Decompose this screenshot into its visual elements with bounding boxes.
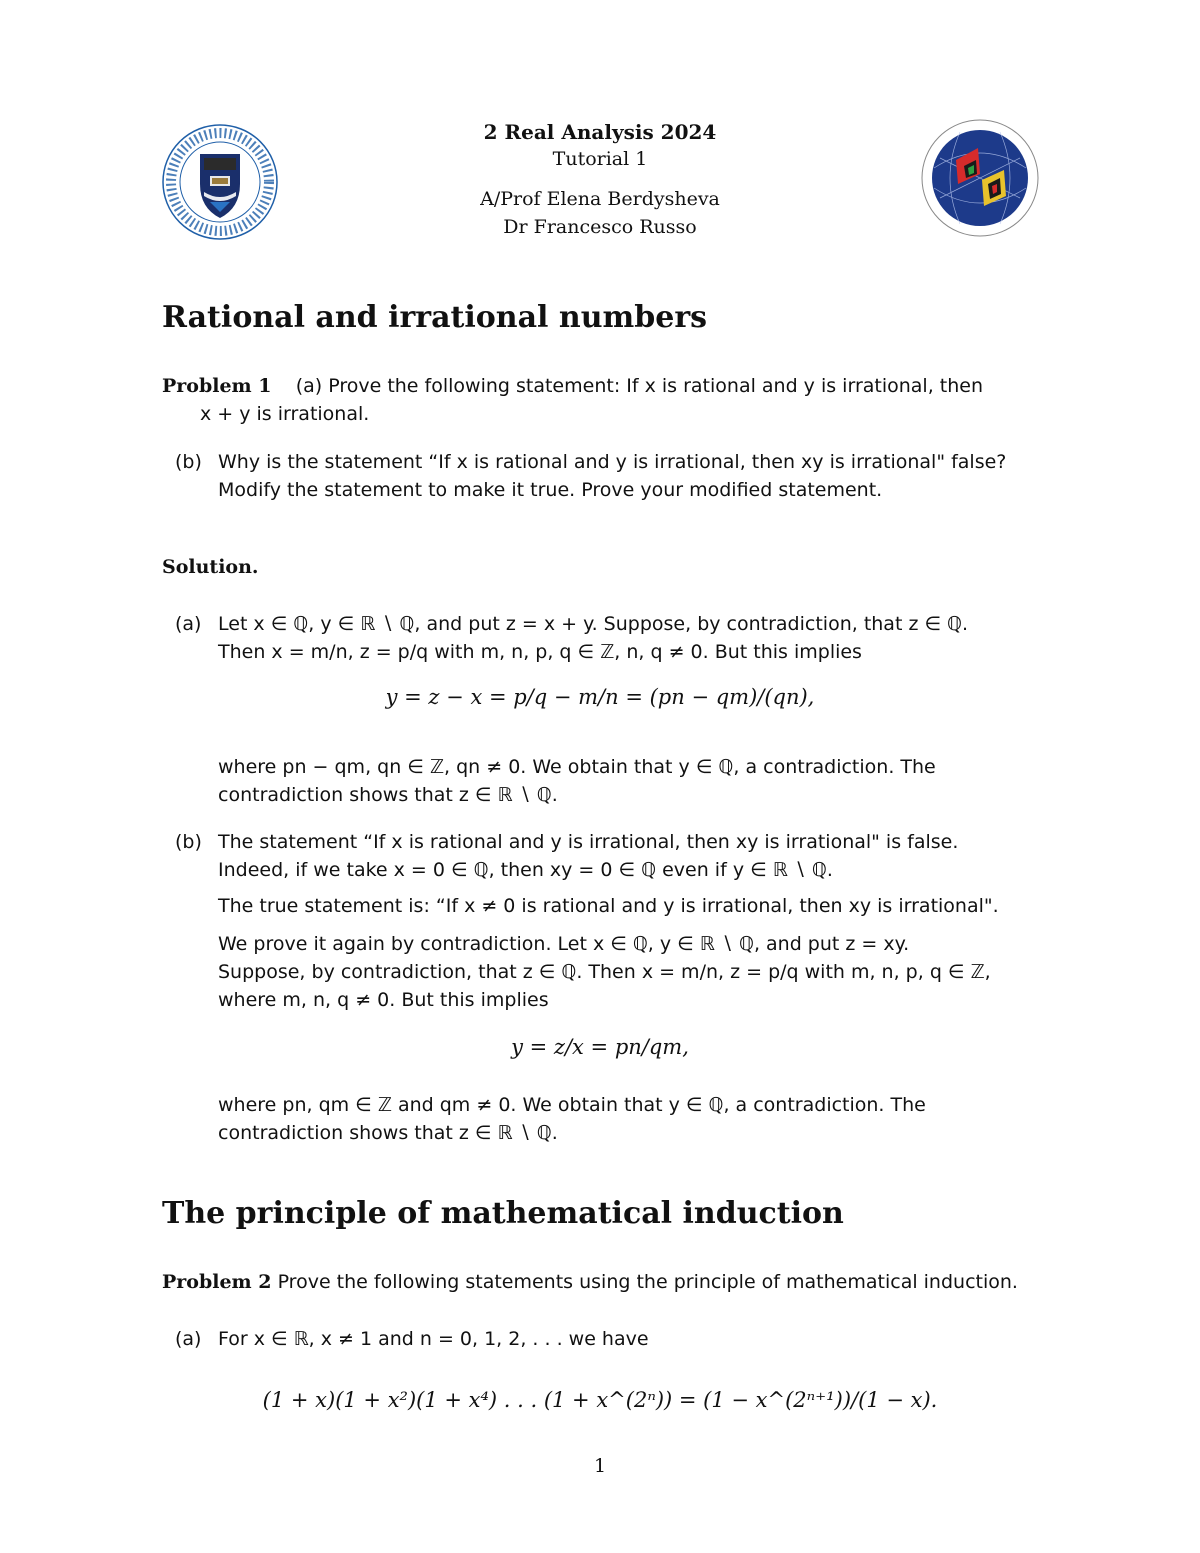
problem-2-intro-line bbox=[162, 1268, 1052, 1296]
problem-1-a-line1 bbox=[162, 372, 1052, 400]
problem-1-a-text: Prove the following statement: If x is rational and y is irrational, then bbox=[328, 375, 984, 397]
solution-b-line5: Suppose, by contradiction, that z ∈ ℚ. Then x = m/n, z = p/q with m, n, p, q ∈ ℤ, bbox=[218, 961, 991, 983]
solution-label: Solution. bbox=[162, 556, 259, 578]
problem-1-b-line1: Why is the statement “If x is rational and y is irrational, then xy is irrational" false? bbox=[218, 451, 1007, 473]
problem-2-a-line1: For x ∈ ℝ, x ≠ 1 and n = 0, 1, 2, . . . we have bbox=[218, 1328, 649, 1350]
solution-a-line4: contradiction shows that z ∈ ℝ ∖ ℚ. bbox=[218, 784, 558, 806]
course-title: 2 Real Analysis 2024 bbox=[483, 120, 717, 144]
solution-b-line6: where m, n, q ≠ 0. But this implies bbox=[218, 989, 549, 1011]
solution-b-line2: Indeed, if we take x = 0 ∈ ℚ, then xy = 0 ∈ ℚ even if y ∈ ℝ ∖ ℚ. bbox=[218, 859, 833, 881]
solution-a-label: (a) bbox=[175, 613, 202, 635]
problem-2-a-label: (a) bbox=[175, 1328, 202, 1350]
problem-2-label: Problem 2 bbox=[162, 1271, 272, 1293]
solution-a-line1: Let x ∈ ℚ, y ∈ ℝ ∖ ℚ, and put z = x + y. Suppose, by contradiction, that z ∈ ℚ. bbox=[218, 613, 969, 635]
lecturer-2: Dr Francesco Russo bbox=[503, 216, 697, 238]
solution-b-line1: The statement “If x is rational and y is irrational, then xy is irrational" is false. bbox=[218, 831, 959, 853]
solution-a-line2: Then x = m/n, z = p/q with m, n, p, q ∈ ℤ, n, q ≠ 0. But this implies bbox=[218, 641, 862, 663]
problem-1-label: Problem 1 bbox=[162, 375, 272, 397]
section-title-rational: Rational and irrational numbers bbox=[162, 300, 708, 335]
solution-b-equation-text: y = z/x = pn/qm, bbox=[511, 1035, 689, 1059]
problem-1-b-label: (b) bbox=[175, 451, 202, 473]
problem-2-a-equation bbox=[0, 1388, 1200, 1412]
problem-2-intro: Prove the following statements using the principle of mathematical induction. bbox=[277, 1271, 1018, 1293]
solution-b-equation bbox=[0, 1035, 1200, 1059]
problem-1-b-line2: Modify the statement to make it true. Prove your modified statement. bbox=[218, 479, 883, 501]
solution-b-line3: The true statement is: “If x ≠ 0 is rational and y is irrational, then xy is irrational". bbox=[218, 895, 999, 917]
tutorial-title: Tutorial 1 bbox=[552, 148, 648, 170]
lecturer-1: A/Prof Elena Berdysheva bbox=[480, 188, 720, 210]
solution-b-line4: We prove it again by contradiction. Let x ∈ ℚ, y ∈ ℝ ∖ ℚ, and put z = xy. bbox=[218, 933, 910, 955]
section-title-induction: The principle of mathematical induction bbox=[162, 1196, 844, 1231]
solution-a-equation bbox=[0, 685, 1200, 709]
problem-1-a-line2: x + y is irrational. bbox=[200, 403, 370, 425]
solution-b-line8: contradiction shows that z ∈ ℝ ∖ ℚ. bbox=[218, 1122, 558, 1144]
solution-a-equation-text: y = z − x = p/q − m/n = (pn − qm)/(qn), bbox=[385, 685, 815, 709]
solution-b-line7: where pn, qm ∈ ℤ and qm ≠ 0. We obtain that y ∈ ℚ, a contradiction. The bbox=[218, 1094, 926, 1116]
problem-1-a-label: (a) bbox=[295, 375, 323, 397]
solution-a-line3: where pn − qm, qn ∈ ℤ, qn ≠ 0. We obtain that y ∈ ℚ, a contradiction. The bbox=[218, 756, 936, 778]
page-number: 1 bbox=[593, 1455, 607, 1477]
problem-2-a-equation-text: (1 + x)(1 + x²)(1 + x⁴) . . . (1 + x^(2ⁿ)) = (1 − x^(2ⁿ⁺¹))/(1 − x). bbox=[262, 1388, 938, 1412]
solution-b-label: (b) bbox=[175, 831, 202, 853]
